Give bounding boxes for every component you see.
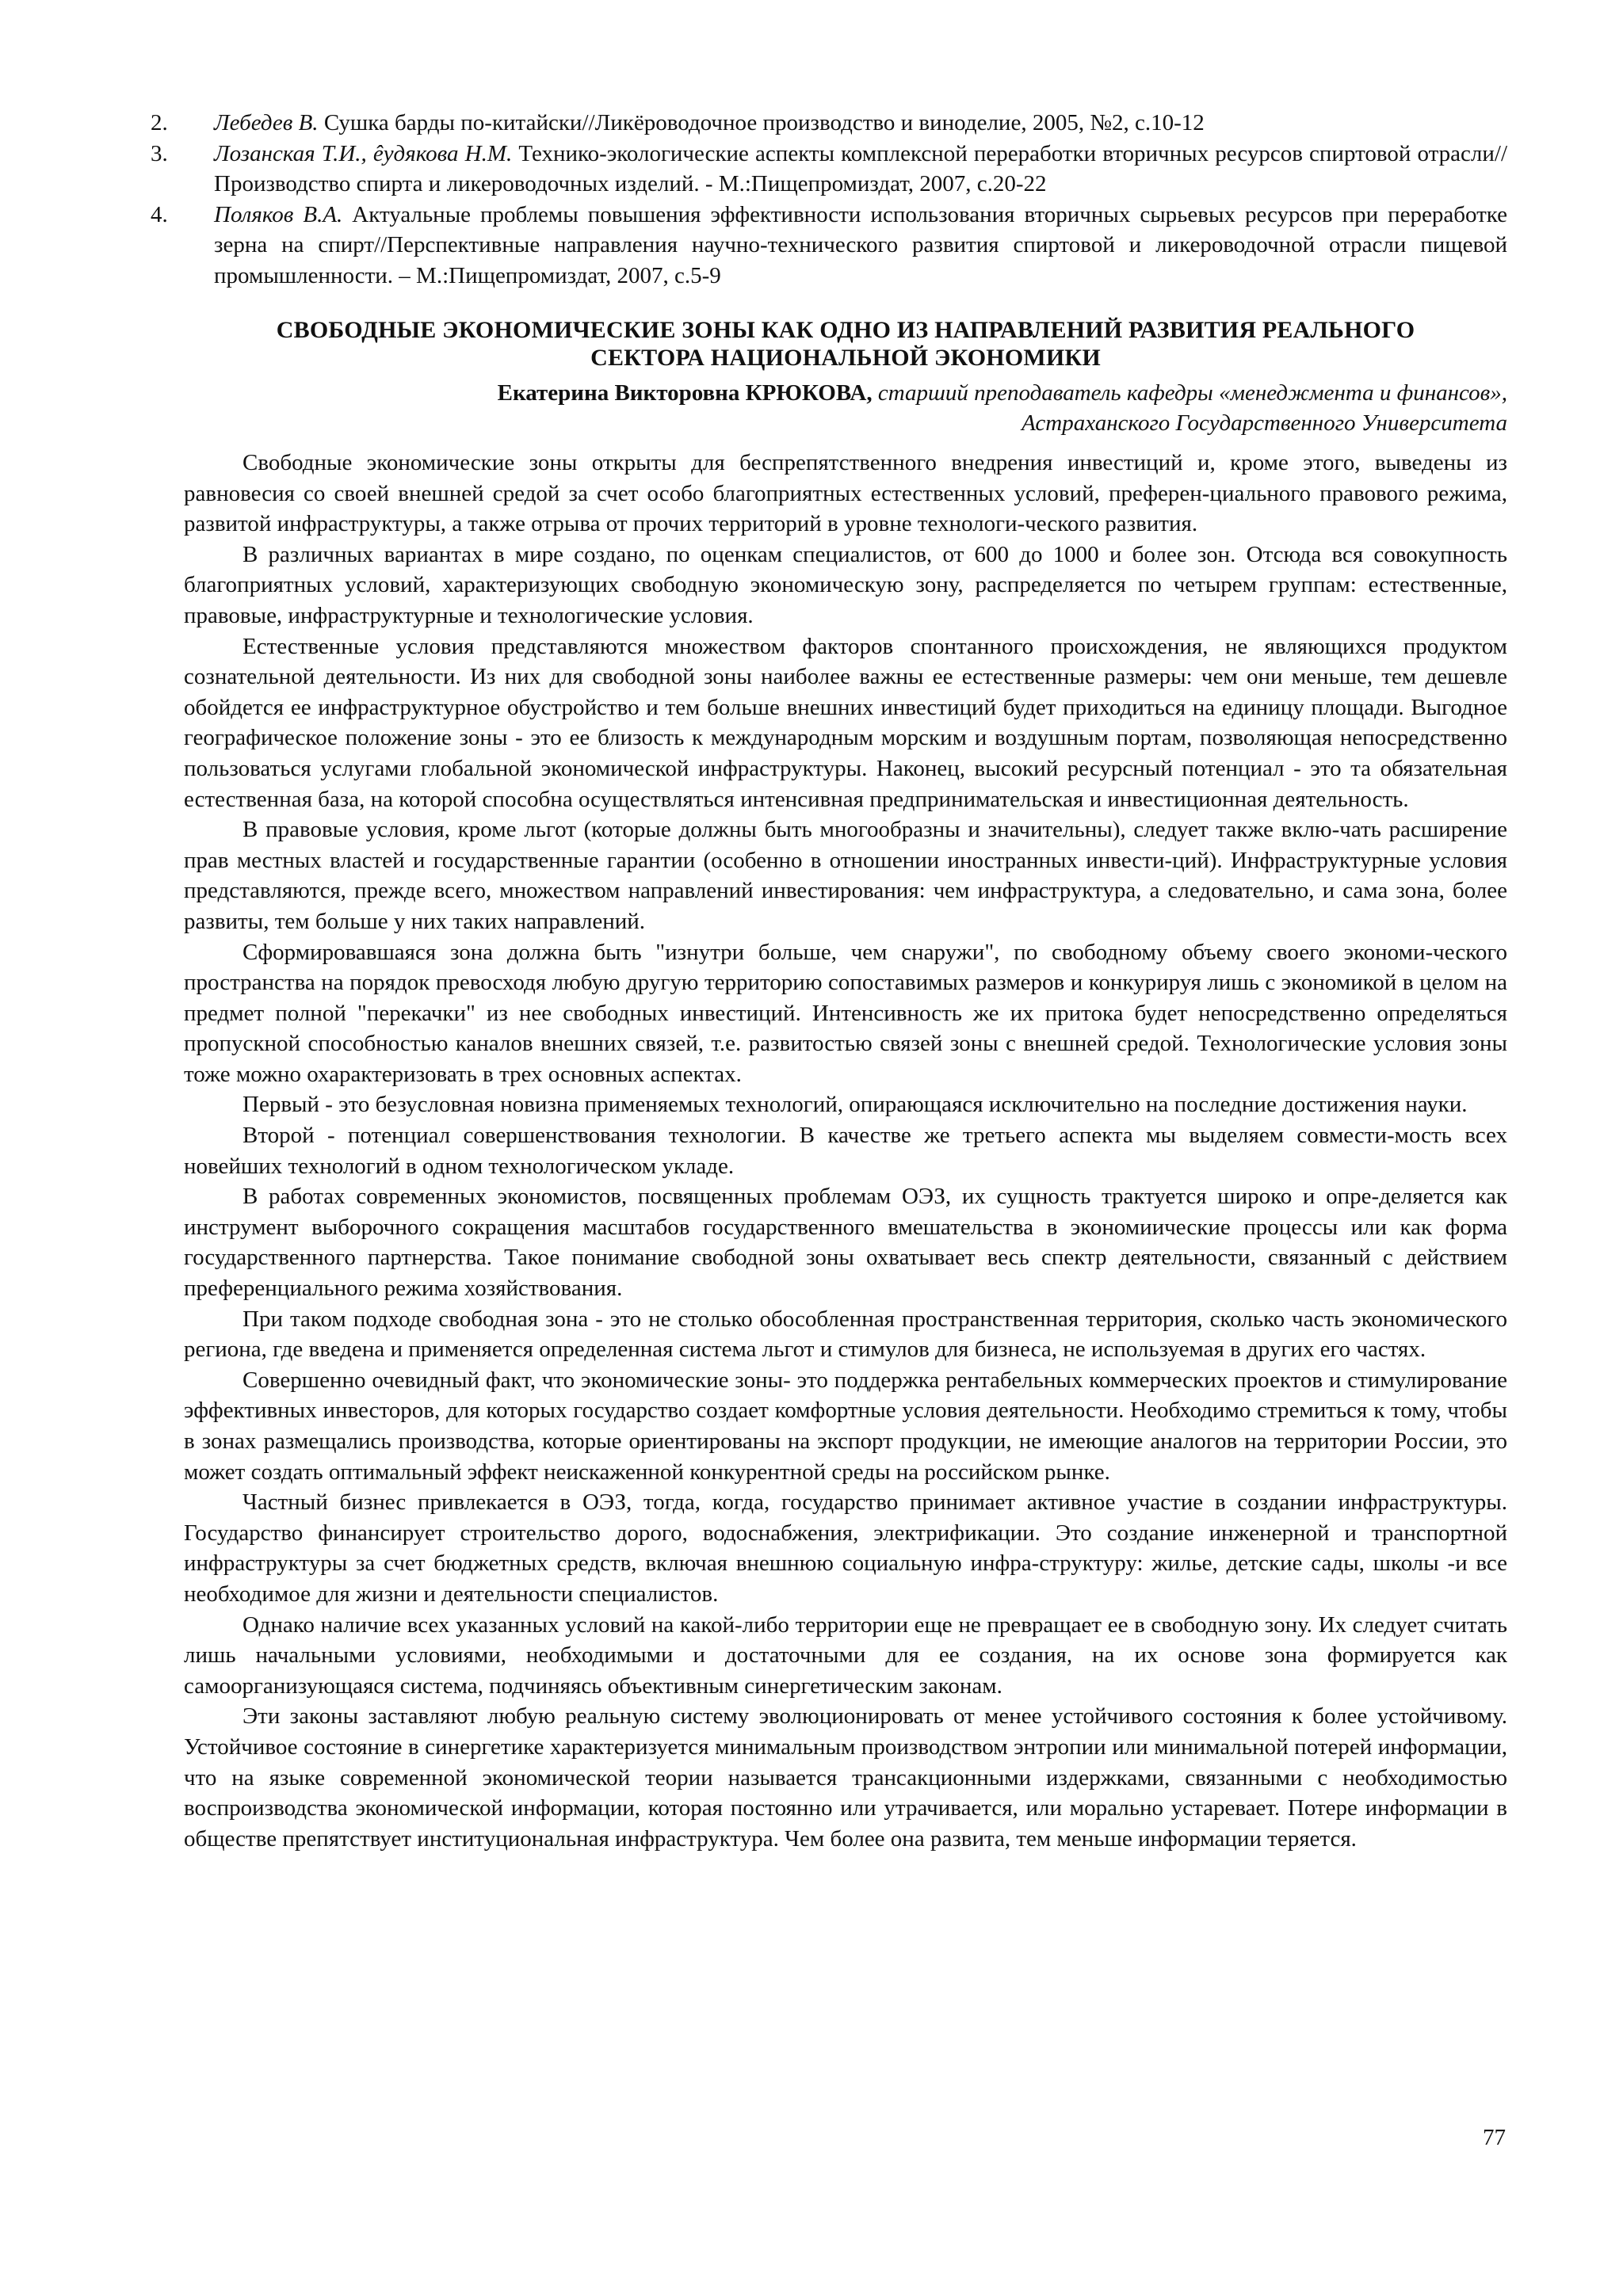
article-title-line: СЕКТОРА НАЦИОНАЛЬНОЙ ЭКОНОМИКИ [590, 345, 1101, 371]
reference-author: Лебедев В. [214, 110, 319, 135]
body-paragraph: Частный бизнес привлекается в ОЭЗ, тогда, когда, государство принимает активное участие в создании инфраструктуры. Государство финансирует строительство дорого, водоснабжения, электрификации. Это создание инженерной и транспортной инфраструктуры за счет бюджетных средств, включая внешнюю социальную инфра-структуру: жилье, детские сады, школы -и все необходимое для жизни и деятельности специалистов. [184, 1489, 1507, 1607]
article-body [184, 448, 1507, 1854]
body-paragraph: Однако наличие всех указанных условий на какой-либо территории еще не превращает ее в свободную зону. Их следует считать лишь начальными условиями, необходимыми и достаточными для ее создания, на их основе зона формируется как самоорганизующаяся система, подчиняясь объективным синергетическим законам. [184, 1611, 1507, 1699]
article-title-line: СВОБОДНЫЕ ЭКОНОМИЧЕСКИЕ ЗОНЫ КАК ОДНО ИЗ НАПРАВЛЕНИЙ РАЗВИТИЯ РЕАЛЬНОГО [276, 317, 1415, 343]
reference-item [151, 200, 1508, 292]
body-paragraph: Второй - потенциал совершенствования технологии. В качестве же третьего аспекта мы выделяем совмести-мость всех новейших технологий в одном технологическом укладе. [184, 1123, 1507, 1179]
article-title [184, 316, 1507, 372]
reference-item [151, 139, 1507, 200]
reference-number: 3. [151, 140, 168, 166]
reference-author: Поляков В.А. [214, 201, 343, 227]
body-paragraph: Совершенно очевидный факт, что экономические зоны- это поддержка рентабельных коммерческих проектов и стимулирование эффективных инвесторов, для которых государство создает комфортные условия деятельности. Необходимо стремиться к тому, чтобы в зонах размещались производства, которые ориентированы на экспорт продукции, не имеющие аналогов на территории России, это может создать оптимальный эффект неискаженной конкурентной среды на российском рынке. [184, 1367, 1507, 1485]
reference-list [151, 108, 1508, 291]
author-affiliation: Астраханского Государственного Университета [1022, 410, 1507, 436]
body-paragraph: В различных вариантах в мире создано, по оценкам специалистов, от 600 до 1000 и более зон. Отсюда вся совокупность благоприятных условий, характеризующих свободную экономическую зону, распределяется по четырем группам: естественные, правовые, инфраструктурные и технологические условия. [184, 541, 1507, 628]
reference-item [151, 108, 1507, 139]
reference-text: Сушка барды по-китайски//Ликёроводочное производство и виноделие, 2005, №2, с.10-12 [318, 110, 1205, 135]
reference-number: 4. [151, 201, 168, 227]
reference-text: Актуальные проблемы повышения эффективности использования вторичных сырьевых ресурсов при переработке зерна на спирт//Перспективные направления научно-технического развития спиртовой и ликероводочной отрасли пищевой промышленности. – М.:Пищепромиздат, 2007, с.5-9 [214, 201, 1508, 288]
body-paragraph: Сформировавшаяся зона должна быть "изнутри больше, чем снаружи", по свободному объему своего экономи-ческого пространства на порядок превосходя любую другую территорию сопоставимых размеров и конкурируя лишь с экономикой в целом на предмет полной "перекачки" из нее свободных инвестиций. Интенсивность же их притока будет непосредственно определяться пропускной способностью каналов внешних связей, т.е. развитостью связей зоны с внешней средой. Технологические условия зоны тоже можно охарактеризовать в трех основных аспектах. [184, 939, 1507, 1087]
reference-number: 2. [151, 110, 168, 135]
page-number: 77 [1483, 2125, 1506, 2150]
author-name: Екатерина Викторовна КРЮКОВА, [497, 380, 873, 406]
body-paragraph: Эти законы заставляют любую реальную систему эволюционировать от менее устойчивого состояния к более устойчивому. Устойчивое состояние в синергетике характеризуется минимальным производством энтропии или минимальной потерей информации, что на языке современной экономической теории называется трансакционными издержками, связанными с необходимостью воспроизводства экономической информации, которая постоянно или утрачивается, или морально устаревает. Потере информации в обществе препятствует институциональная инфраструктура. Чем более она развита, тем меньше информации теряется. [184, 1703, 1507, 1852]
body-paragraph: Естественные условия представляются множеством факторов спонтанного происхождения, не являющихся продуктом сознательной деятельности. Из них для свободной зоны наиболее важны ее естественные размеры: чем они меньше, тем дешевле обойдется ее инфраструктурное обустройство и тем больше внешних инвестиций будет приходиться на единицу площади. Выгодное географическое положение зоны - это ее близость к международным морским и воздушным портам, позволяющая непосредственно пользоваться услугами глобальной экономической инфраструктуры. Наконец, высокий ресурсный потенциал - это та обязательная естественная база, на которой способна осуществляться интенсивная предпринимательская и инвестиционная деятельность. [184, 633, 1507, 812]
body-paragraph: В правовые условия, кроме льгот (которые должны быть многообразны и значительны), следует также вклю-чать расширение прав местных властей и государственные гарантии (особенно в отношении иностранных инвести-ций). Инфраструктурные условия представляются, прежде всего, множеством направлений инвестирования: чем инфраструктура, а следовательно, и сама зона, более развиты, тем больше у них таких направлений. [184, 817, 1507, 934]
reference-text: Технико-экологические аспекты комплексной переработки вторичных ресурсов спиртовой отрасли//Производство спирта и ликероводочных изделий. - М.:Пищепромиздат, 2007, с.20-22 [214, 140, 1507, 196]
body-paragraph: В работах современных экономистов, посвященных проблемам ОЭЗ, их сущность трактуется широко и опре-деляется как инструмент выборочного сокращения масштабов государственного вмешательства в экономиические процессы или как форма государственного партнерства. Такое понимание свободной зоны охватывает весь спектр деятельности, связанный с действием преференциального режима хозяйствования. [184, 1184, 1507, 1302]
author-line [184, 378, 1507, 408]
author-byline [184, 378, 1507, 438]
reference-author: Лозанская Т.И., êудякова Н.М. [214, 140, 513, 166]
body-paragraph: При таком подходе свободная зона - это не столько обособленная пространственная территория, сколько часть экономического региона, где введена и применяется определенная система льгот и стимулов для бизнеса, не используемая в других его частях. [184, 1306, 1507, 1363]
author-position: старший преподаватель кафедры «менеджмента и финансов», [872, 380, 1507, 406]
body-paragraph: Первый - это безусловная новизна применяемых технологий, опирающаяся исключительно на последние достижения науки. [242, 1092, 1468, 1118]
page-content [151, 108, 1508, 1854]
body-paragraph: Свободные экономические зоны открыты для беспрепятственного внедрения инвестиций и, кроме этого, выведены из равновесия со своей внешней средой за счет особо благоприятных естественных условий, преферен-циального правового режима, развитой инфраструктуры, а также отрыва от прочих территорий в уровне технологи-ческого развития. [184, 450, 1507, 537]
